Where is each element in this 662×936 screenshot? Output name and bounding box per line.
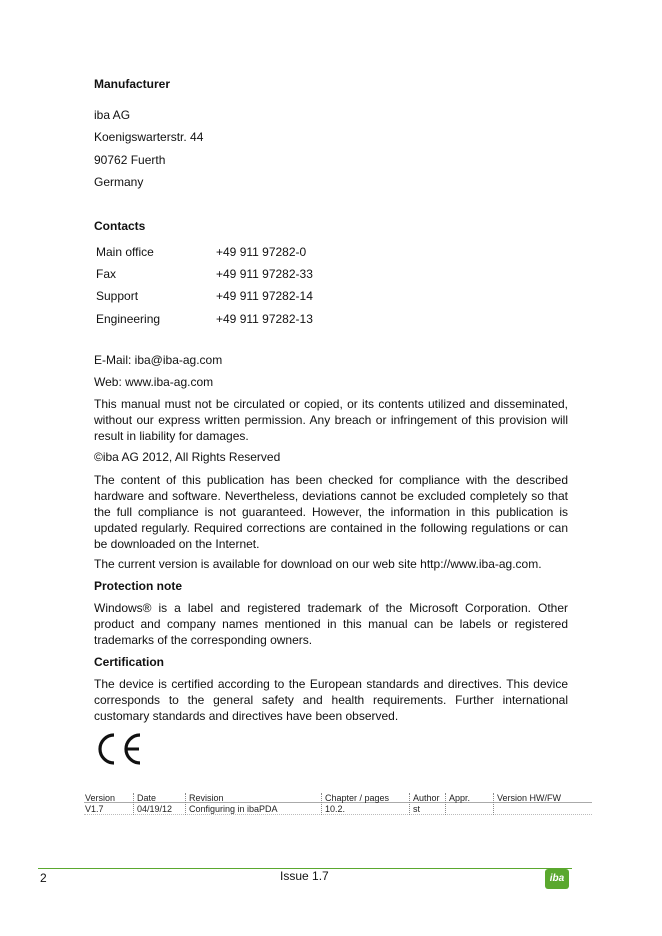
revision-header: Appr. xyxy=(449,793,471,803)
column-separator xyxy=(321,793,322,815)
email-line: E-Mail: iba@iba-ag.com xyxy=(94,353,223,367)
ce-mark-icon xyxy=(94,732,144,766)
revision-cell: 10.2. xyxy=(325,804,346,814)
manufacturer-name: iba AG xyxy=(94,108,131,122)
issue-label: Issue 1.7 xyxy=(280,869,329,883)
contact-value: +49 911 97282-13 xyxy=(216,312,313,326)
copyright-line: ©iba AG 2012, All Rights Reserved xyxy=(94,450,281,464)
protection-text: Windows® is a label and registered trademark of the Microsoft Corporation. Other product and company names mentioned in this manual can be labels or registered trademarks of the corresponding owners. xyxy=(94,601,568,647)
contact-value: +49 911 97282-0 xyxy=(216,245,307,259)
page-number: 2 xyxy=(40,871,47,885)
manufacturer-street: Koenigswarterstr. 44 xyxy=(94,130,204,144)
contact-value: +49 911 97282-33 xyxy=(216,267,313,281)
download-notice: The current version is available for download on our web site http://www.iba-ag.com. xyxy=(94,557,542,571)
manufacturer-heading: Manufacturer xyxy=(94,77,171,91)
compliance-notice: The content of this publication has been checked for compliance with the described hardware and software. Nevertheless, deviations cannot be excluded completely so that the full compliance is not guaranteed. However, the information in this publication is updated regularly. Required corrections are contained in the following regulations or can be downloaded on the Internet. xyxy=(94,473,568,551)
revision-cell: 04/19/12 xyxy=(137,804,173,814)
certification-heading: Certification xyxy=(94,655,165,669)
contact-label: Fax xyxy=(96,267,117,281)
column-separator xyxy=(409,793,410,815)
revision-header: Author xyxy=(413,793,440,803)
contacts-heading: Contacts xyxy=(94,219,146,233)
revision-table-bottom xyxy=(84,814,592,815)
contact-value: +49 911 97282-14 xyxy=(216,289,313,303)
column-separator xyxy=(493,793,494,815)
contact-label: Engineering xyxy=(96,312,161,326)
revision-cell: V1.7 xyxy=(85,804,104,814)
protection-heading: Protection note xyxy=(94,579,183,593)
column-separator xyxy=(133,793,134,815)
revision-header: Version xyxy=(85,793,116,803)
revision-header: Version HW/FW xyxy=(497,793,562,803)
revision-cell: Configuring in ibaPDA xyxy=(189,804,278,814)
certification-text: The device is certified according to the European standards and directives. This device corresponds to the general safety and health requirements. Further international customary standards and directives have been observed. xyxy=(94,677,568,723)
revision-header: Chapter / pages xyxy=(325,793,390,803)
iba-logo-icon: iba xyxy=(545,869,569,889)
column-separator xyxy=(185,793,186,815)
manufacturer-city: 90762 Fuerth xyxy=(94,153,166,167)
column-separator xyxy=(445,793,446,815)
revision-header: Revision xyxy=(189,793,224,803)
revision-cell: st xyxy=(413,804,421,814)
circulation-notice: This manual must not be circulated or copied, or its contents utilized and disseminated, without our express written permission. Any breach or infringement of this provision will result in liability for damages. xyxy=(94,397,568,443)
contact-label: Main office xyxy=(96,245,154,259)
revision-header: Date xyxy=(137,793,157,803)
web-line: Web: www.iba-ag.com xyxy=(94,375,214,389)
manufacturer-country: Germany xyxy=(94,175,144,189)
contact-label: Support xyxy=(96,289,139,303)
